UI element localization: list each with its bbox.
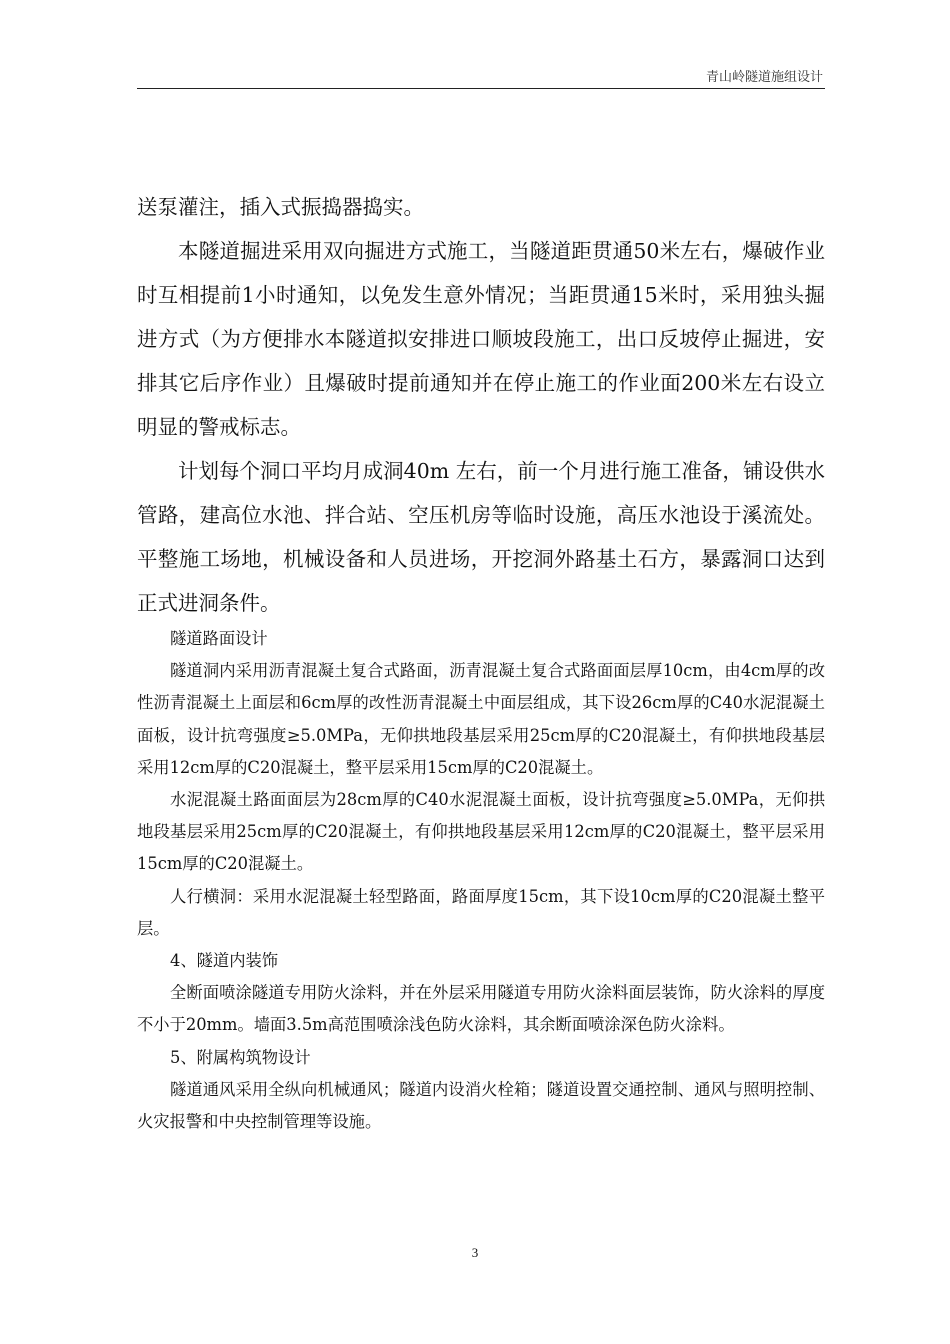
main-text-large [137,185,825,625]
paragraph-plan: 计划每个洞口平均月成洞40m 左右，前一个月进行施工准备，铺设供水管路，建高位水池、拌合站、空压机房等临时设施，高压水池设于溪流处。平整施工场地，机械设备和人员进场，开挖洞外路基土石方，暴露洞口达到正式进洞条件。 [137,459,825,615]
paragraph-pedestrian-tunnel: 人行横洞：采用水泥混凝土轻型路面，路面厚度15cm，其下设10cm厚的C20混凝土整平层。 [137,886,825,938]
section-heading-ancillary: 5、附属构筑物设计 [170,1047,311,1067]
section-heading-decoration: 4、隧道内装饰 [170,951,279,971]
section-heading-road-design: 隧道路面设计 [170,629,268,648]
paragraph-ventilation: 隧道通风采用全纵向机械通风；隧道内设消火栓箱；隧道设置交通控制、通风与照明控制、火灾报警和中央控制管理等设施。 [137,1079,825,1132]
paragraph-fireproof-coating: 全断面喷涂隧道专用防火涂料，并在外层采用隧道专用防火涂料面层装饰，防火涂料的厚度不小于20mm。墙面3.5m高范围喷涂浅色防火涂料，其余断面喷涂深色防火涂料。 [137,983,825,1035]
paragraph-continuation: 送泵灌注，插入式振捣器捣实。 [137,195,424,219]
paragraph-excavation: 本隧道掘进采用双向掘进方式施工，当隧道距贯通50米左右，爆破作业时互相提前1小时通知，以免发生意外情况；当距贯通15米时，采用独头掘进方式（为方便排水本隧道拟安排进口顺坡段施工，出口反坡停止掘进，安排其它后序作业）且爆破时提前通知并在停止施工的作业面200米左右设立明显的警戒标志。 [137,239,825,439]
page-number: 3 [471,1245,479,1260]
paragraph-road-surface: 隧道洞内采用沥青混凝土复合式路面，沥青混凝土复合式路面面层厚10cm，由4cm厚的改性沥青混凝土上面层和6cm厚的改性沥青混凝土中面层组成，其下设26cm厚的C40水泥混凝土面板，设计抗弯强度≥5.0MPa，无仰拱地段基层采用25cm厚的C20混凝土，有仰拱地段基层采用12cm厚的C20混凝土，整平层采用15cm厚的C20混凝土。 [137,661,825,777]
page-header [137,64,825,89]
header-title: 青山岭隧道施组设计 [705,70,823,85]
main-text-small [137,623,825,1138]
paragraph-cement-surface: 水泥混凝土路面面层为28cm厚的C40水泥混凝土面板，设计抗弯强度≥5.0MPa，无仰拱地段基层采用25cm厚的C20混凝土，有仰拱地段基层采用12cm厚的C20混凝土，整平层采用15cm厚的C20混凝土。 [137,790,825,874]
